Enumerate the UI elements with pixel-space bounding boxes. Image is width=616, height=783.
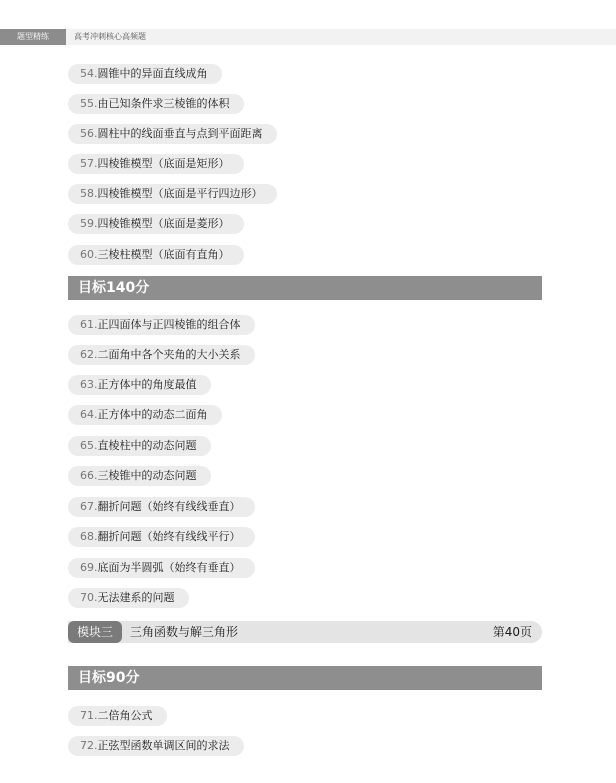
list-item[interactable]: 72.正弦型函数单调区间的求法 [68, 736, 244, 756]
page-header [0, 29, 616, 45]
list-item[interactable]: 54.圆锥中的异面直线成角 [68, 64, 222, 84]
section-heading-140: 目标140分 [68, 276, 542, 300]
list-item[interactable]: 67.翻折问题（始终有线线垂直） [68, 497, 255, 517]
list-item[interactable]: 68.翻折问题（始终有线线平行） [68, 527, 255, 547]
module-title: 三角函数与解三角形 [130, 625, 239, 639]
list-item[interactable]: 71.二倍角公式 [68, 706, 167, 726]
list-item[interactable]: 69.底面为半圆弧（始终有垂直） [68, 558, 255, 578]
list-item[interactable]: 64.正方体中的动态二面角 [68, 405, 222, 425]
list-item[interactable]: 66.三棱锥中的动态问题 [68, 466, 211, 486]
list-item[interactable]: 63.正方体中的角度最值 [68, 375, 211, 395]
list-item[interactable]: 70.无法建系的问题 [68, 588, 189, 608]
header-title: 高考冲刺核心高频题 [74, 32, 146, 41]
section-heading-90: 目标90分 [68, 666, 542, 690]
module-banner[interactable] [68, 621, 542, 643]
list-item[interactable]: 56.圆柱中的线面垂直与点到平面距离 [68, 124, 277, 144]
list-item[interactable]: 59.四棱锥模型（底面是菱形） [68, 214, 244, 234]
module-page-number: 第40页 [492, 625, 532, 639]
list-item[interactable]: 60.三棱柱模型（底面有直角） [68, 245, 244, 265]
list-item[interactable]: 57.四棱锥模型（底面是矩形） [68, 154, 244, 174]
list-item[interactable]: 55.由已知条件求三棱锥的体积 [68, 94, 244, 114]
list-item[interactable]: 61.正四面体与正四棱锥的组合体 [68, 315, 255, 335]
module-tag: 模块三 [68, 621, 122, 643]
list-item[interactable]: 65.直棱柱中的动态问题 [68, 436, 211, 456]
list-item[interactable]: 58.四棱锥模型（底面是平行四边形） [68, 184, 277, 204]
list-item[interactable]: 62.二面角中各个夹角的大小关系 [68, 345, 255, 365]
header-tab: 题型精练 [0, 29, 66, 45]
